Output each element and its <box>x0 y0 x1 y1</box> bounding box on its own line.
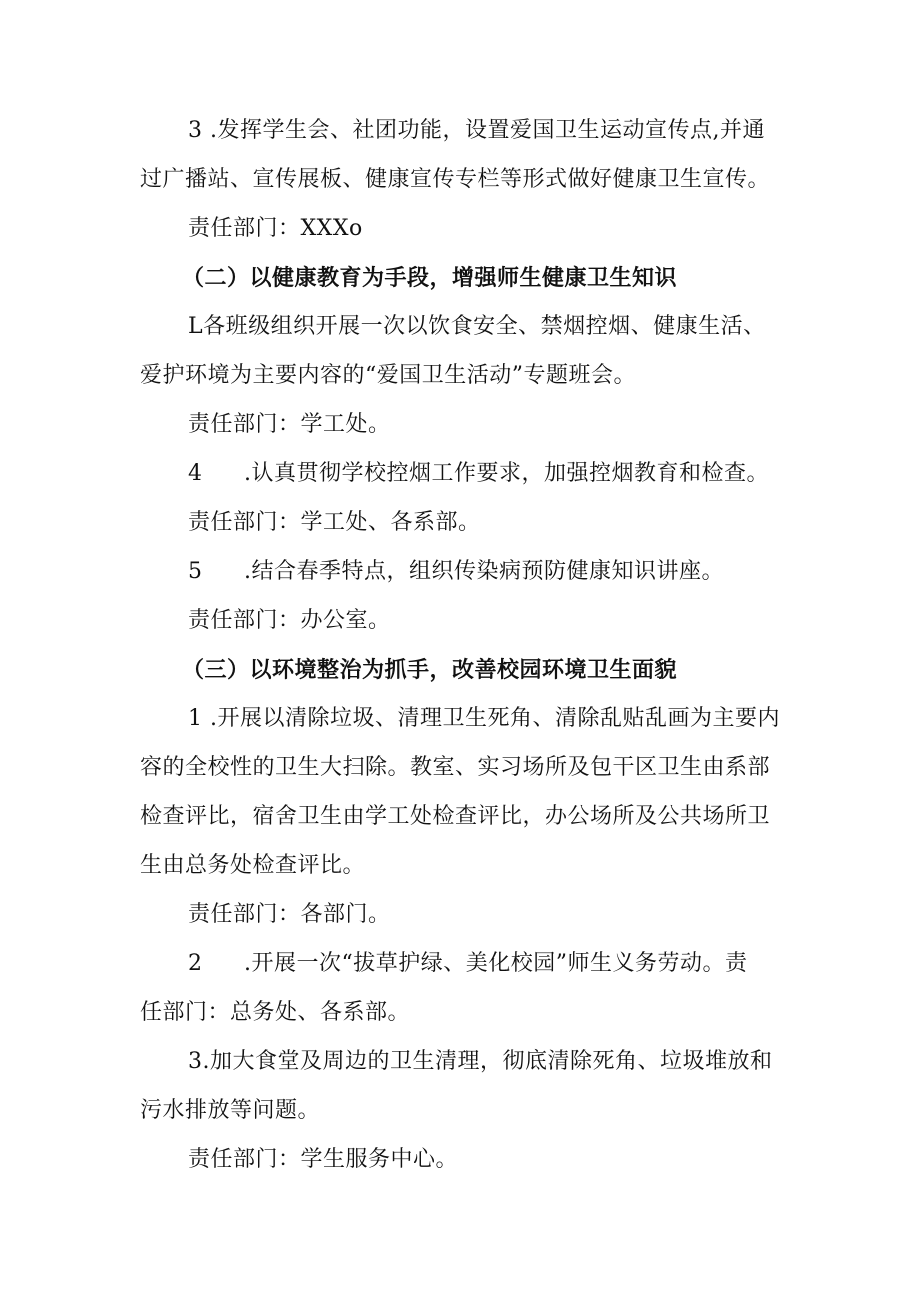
paragraph-line: L各班级组织开展一次以饮食安全、禁烟控烟、健康生活、 <box>188 314 766 339</box>
responsible-department: 责任部门：学工处。 <box>188 412 391 437</box>
paragraph-line: 过广播站、宣传展板、健康宣传专栏等形式做好健康卫生宣传。 <box>140 167 771 192</box>
responsible-department: 责任部门：XXXo <box>188 216 363 241</box>
responsible-department: 责任部门：各部门。 <box>188 902 391 927</box>
paragraph-line: 1 .开展以清除垃圾、清理卫生死角、清除乱贴乱画为主要内 <box>188 706 780 731</box>
item-number: 5 <box>188 559 203 584</box>
paragraph-line: 容的全校性的卫生大扫除。教室、实习场所及包干区卫生由系部 <box>140 755 771 780</box>
item-text: .结合春季特点，组织传染病预防健康知识讲座。 <box>244 559 724 584</box>
section-heading: （二）以健康教育为手段，增强师生健康卫生知识 <box>182 265 678 291</box>
responsible-department: 责任部门：学工处、各系部。 <box>188 510 481 535</box>
item-text: .开展一次“拔草护绿、美化校园”师生义务劳动。责 <box>244 951 748 976</box>
paragraph-line: 3.加大食堂及周边的卫生清理，彻底清除死角、垃圾堆放和 <box>188 1049 773 1074</box>
responsible-department: 责任部门：学生服务中心。 <box>188 1147 459 1172</box>
list-item <box>188 460 848 488</box>
item-text: .认真贯彻学校控烟工作要求，加强控烟教育和检查。 <box>244 461 769 486</box>
paragraph-line: 爱护环境为主要内容的“爱国卫生活动”专题班会。 <box>140 363 636 388</box>
item-number: 4 <box>188 461 203 486</box>
list-item <box>188 950 848 978</box>
responsible-department: 责任部门：办公室。 <box>188 608 391 633</box>
section-heading: （三）以环境整治为抓手，改善校园环境卫生面貌 <box>182 657 678 683</box>
item-number: 2 <box>188 951 203 976</box>
paragraph-line: 生由总务处检查评比。 <box>140 853 366 878</box>
paragraph-line: 3 .发挥学生会、社团功能，设置爱国卫生运动宣传点,并通 <box>188 118 765 143</box>
paragraph-line: 任部门：总务处、各系部。 <box>140 1000 411 1025</box>
paragraph-line: 检查评比，宿舍卫生由学工处检查评比，办公场所及公共场所卫 <box>140 804 771 829</box>
list-item <box>188 558 848 586</box>
paragraph-line: 污水排放等问题。 <box>140 1098 321 1123</box>
